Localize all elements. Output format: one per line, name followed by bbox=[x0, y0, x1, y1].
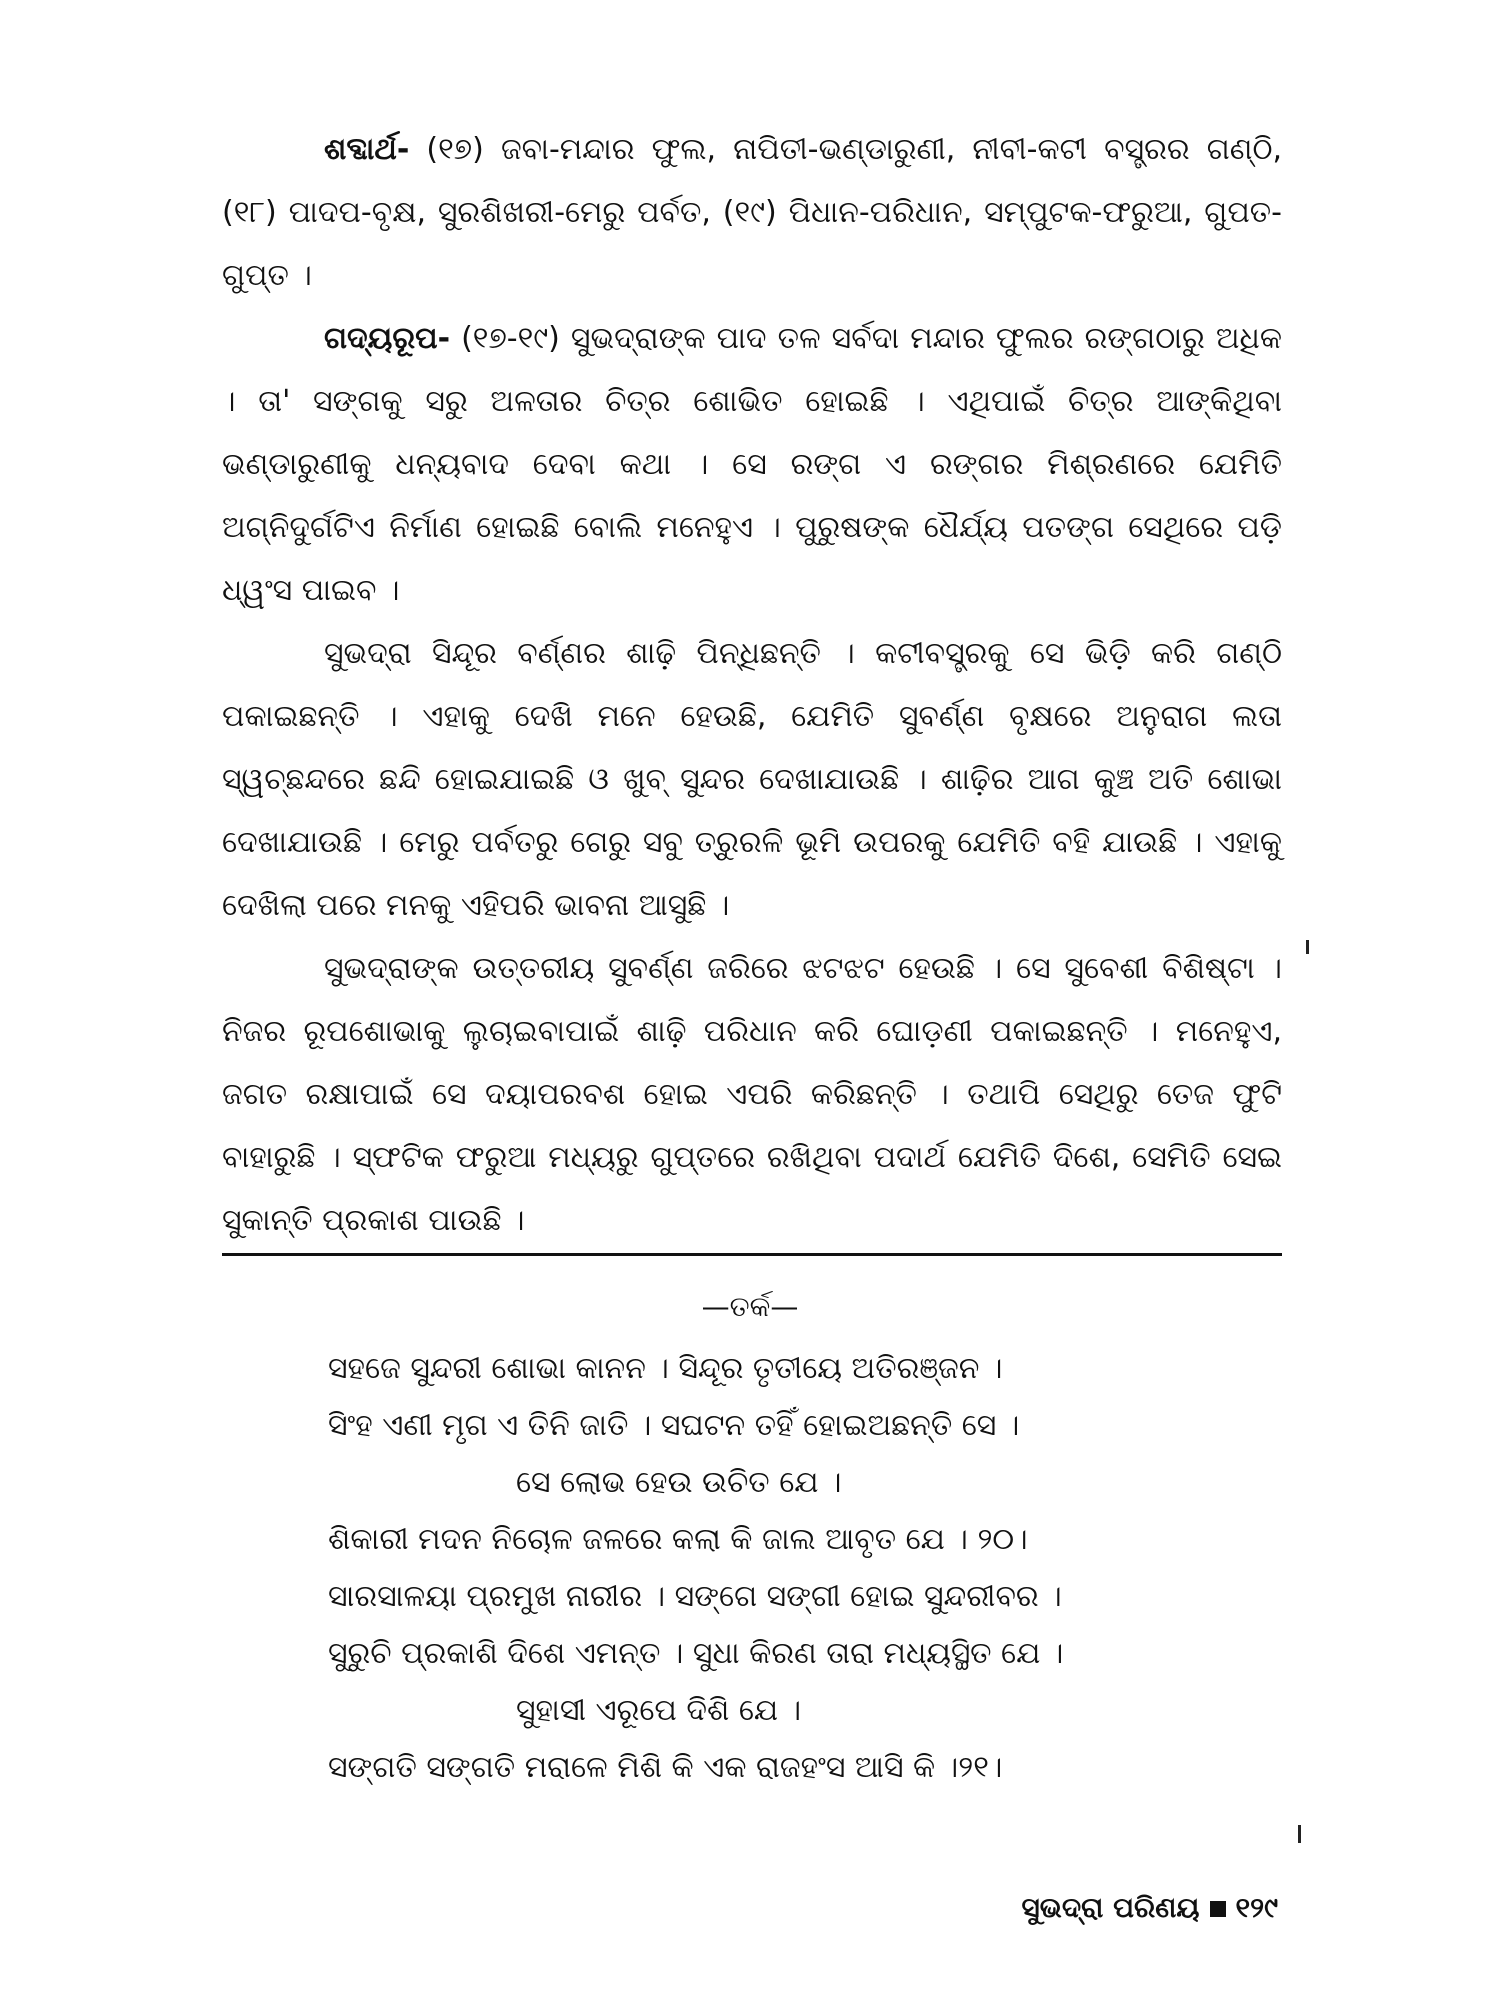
verse-line: ସହଜେ ସୁନ୍ଦରୀ ଶୋଭା କାନନ । ସିନ୍ଦୂର ତୃତୀୟେ ଅତିରଞ୍ଜନ । bbox=[328, 1351, 1003, 1386]
verse-refrain: ସୁହାସୀ ଏରୂପେ ଦିଶି ଯେ । bbox=[516, 1693, 802, 1728]
prose-text-1: (୧୭-୧୯) ସୁଭଦ୍ରାଙ୍କ ପାଦ ତଳ ସର୍ବଦା ମନ୍ଦାର ଫୁଲର ରଙ୍ଗଠାରୁ ଅଧିକ । ତା' ସଙ୍ଗକୁ ସରୁ ଅଳତାର ଚିତ୍ର ଶୋଭିତ ହୋଇଛି । ଏଥିପାଇଁ ଚିତ୍ର ଆଙ୍କିଥିବା ଭଣ୍ଡାରୁଣୀକୁ ଧନ୍ୟବାଦ ଦେବା କଥା । ସେ ରଙ୍ଗ ଏ ରଙ୍ଗର ମିଶ୍ରଣରେ ଯେମିତି ଅଗ୍ନିଦୁର୍ଗଟିଏ ନିର୍ମାଣ ହୋଇଛି ବୋଲି ମନେହୁଏ । ପୁରୁଷଙ୍କ ଧୈର୍ଯ୍ୟ ପତଙ୍ଗ ସେଥିରେ ପଡ଼ି ଧ୍ୱଂସ ପାଇବ । bbox=[222, 321, 1282, 608]
page-footer bbox=[1022, 1888, 1278, 1928]
prose-heading: ଗଦ୍ୟରୂପ- bbox=[324, 321, 451, 356]
verse-line: ସିଂହ ଏଣୀ ମୃଗ ଏ ତିନି ଜାତି । ସଘଟନ ତହିଁ ହୋଇଅଛନ୍ତି ସେ । bbox=[328, 1408, 1020, 1443]
glossary-heading: ଶବ୍ଦାର୍ଥ- bbox=[324, 132, 410, 167]
scan-speck bbox=[1298, 1825, 1301, 1843]
glossary-paragraph bbox=[222, 118, 1282, 307]
section-divider bbox=[222, 1253, 1282, 1256]
verse-line: ସୁରୁଚି ପ୍ରକାଶି ଦିଶେ ଏମନ୍ତ । ସୁଧା କିରଣ ତାରା ମଧ୍ୟସ୍ଥିତ ଯେ । bbox=[328, 1636, 1064, 1671]
prose-section bbox=[222, 118, 1282, 1252]
verse-refrain: ସେ ଲୋଭ ହେଉ ଉଚିତ ଯେ । bbox=[516, 1465, 842, 1500]
verse-line: ଶିକାରୀ ମଦନ ନିଚୋଳ ଜଳରେ କଲା କି ଜାଲ ଆବୃତ ଯେ । ୨୦। bbox=[328, 1522, 1028, 1557]
prose-paragraph-2: ସୁଭଦ୍ରା ସିନ୍ଦୂର ବର୍ଣ୍ଣର ଶାଢ଼ି ପିନ୍ଧିଛନ୍ତି । କଟୀବସ୍ତ୍ରକୁ ସେ ଭିଡ଼ି କରି ଗଣ୍ଠି ପକାଇଛନ୍ତି । ଏହାକୁ ଦେଖି ମନେ ହେଉଛି, ଯେମିତି ସୁବର୍ଣ୍ଣ ବୃକ୍ଷରେ ଅନୁରାଗ ଲତା ସ୍ୱଚ୍ଛନ୍ଦରେ ଛନ୍ଦି ହୋଇଯାଇଛି ଓ ଖୁବ୍ ସୁନ୍ଦର ଦେଖାଯାଉଛି । ଶାଢ଼ିର ଆଗ କୁଞ୍ଚ ଅତି ଶୋଭା ଦେଖାଯାଉଛି । ମେରୁ ପର୍ବତରୁ ଗେରୁ ସବୁ ତ୍ରୁରଳି ଭୂମି ଉପରକୁ ଯେମିତି ବହି ଯାଉଛି । ଏହାକୁ ଦେଖିଲା ପରେ ମନକୁ ଏହିପରି ଭାବନା ଆସୁଛି । bbox=[222, 636, 1282, 923]
square-bullet-icon bbox=[1210, 1901, 1226, 1917]
verse-line: ସାରସାଳୟା ପ୍ରମୁଖ ନାରୀର । ସଙ୍ଗେ ସଙ୍ଗୀ ହୋଇ ସୁନ୍ଦରୀବର । bbox=[328, 1579, 1062, 1614]
page-number: ୧୨୯ bbox=[1235, 1891, 1278, 1924]
prose-paragraph-3: ସୁଭଦ୍ରାଙ୍କ ଉତ୍ତରୀୟ ସୁବର୍ଣ୍ଣ ଜରିରେ ଝଟଝଟ ହେଉଛି । ସେ ସୁବେଶୀ ବିଶିଷ୍ଟା । ନିଜର ରୂପଶୋଭାକୁ ଲୁଚାଇବାପାଇଁ ଶାଢ଼ି ପରିଧାନ କରି ଘୋଡ଼ଣୀ ପକାଇଛନ୍ତି । ମନେହୁଏ, ଜଗତ ରକ୍ଷାପାଇଁ ସେ ଦୟାପରବଶ ହୋଇ ଏପରି କରିଛନ୍ତି । ତଥାପି ସେଥିରୁ ତେଜ ଫୁଟି ବାହାରୁଛି । ସ୍ଫଟିକ ଫରୁଆ ମଧ୍ୟରୁ ଗୁପ୍ତରେ ରଖିଥିବା ପଦାର୍ଥ ଯେମିତି ଦିଶେ, ସେମିତି ସେଇ ସୁକାନ୍ତି ପ୍ରକାଶ ପାଉଛି । bbox=[222, 951, 1282, 1238]
verse-section bbox=[328, 1340, 1248, 1796]
prose-paragraph-1 bbox=[222, 307, 1282, 622]
glossary-text: (୧୭) ଜବା-ମନ୍ଦାର ଫୁଲ, ନାପିତୀ-ଭଣ୍ଡାରୁଣୀ, ନୀବୀ-କଟୀ ବସ୍ତ୍ରର ଗଣ୍ଠି, (୧୮) ପାଦପ-ବୃକ୍ଷ, ସୁରଶିଖରୀ-ମେରୁ ପର୍ବତ, (୧୯) ପିଧାନ-ପରିଧାନ, ସମ୍ପୁଟକ-ଫରୁଆ, ଗୁପତ-ଗୁପ୍ତ । bbox=[222, 132, 1282, 293]
book-title: ସୁଭଦ୍ରା ପରିଣୟ bbox=[1021, 1891, 1200, 1924]
tarka-heading: —ତର୍କ— bbox=[701, 1290, 799, 1323]
scan-speck bbox=[1306, 940, 1309, 954]
verse-line: ସଙ୍ଗତି ସଙ୍ଗତି ମରାଳେ ମିଶି କି ଏକ ରାଜହଂସ ଆସି କି ।୨୧। bbox=[328, 1750, 1003, 1785]
